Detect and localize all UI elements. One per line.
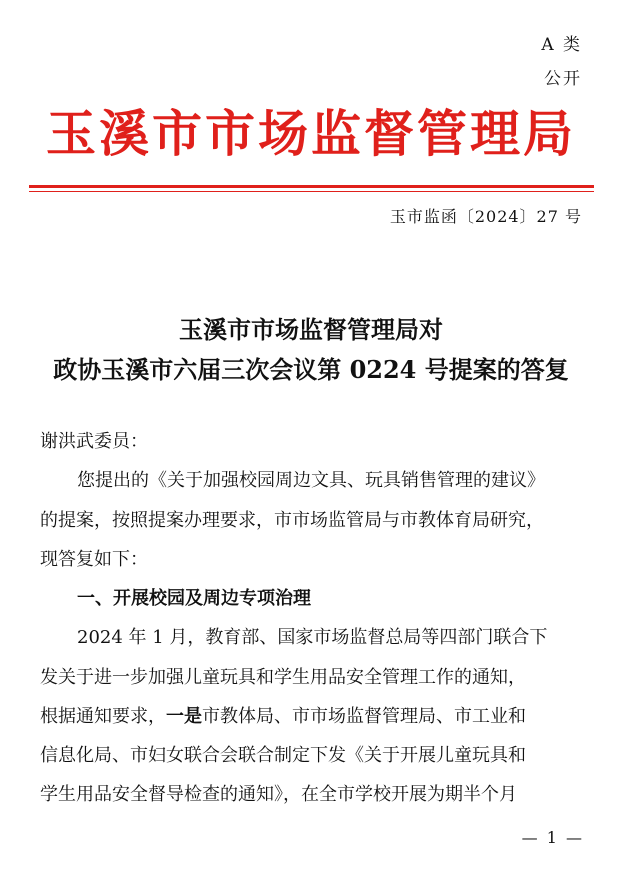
disclosure-label: 公开 [544,69,582,89]
document-title-line-1: 玉溪市市场监督管理局对 [179,315,443,344]
masthead-rule-thick [29,185,594,188]
paragraph-2-line-3 [40,699,585,735]
document-title-line-2: 政协玉溪市六届三次会议第 0224 号提案的答复 [53,355,569,384]
paragraph-2-line-5: 学生用品安全督导检查的通知》，在全市学校开展为期半个月 [40,784,517,805]
section-1-heading: 一、开展校园及周边专项治理 [77,588,311,609]
paragraph-2-line-4: 信息化局、市妇女联合会联合制定下发《关于开展儿童玩具和 [40,745,526,766]
paragraph-2-line-3-part-a: 根据通知要求， [40,706,166,727]
document-number: 玉市监函〔2024〕27 号 [389,207,582,226]
paragraph-2-line-1: 2024 年 1 月，教育部、国家市场监督总局等四部门联合下 [77,627,548,648]
paragraph-1-line-1: 您提出的《关于加强校园周边文具、玩具销售管理的建议》 [77,470,545,491]
classification-label: A 类 [541,35,582,55]
paragraph-1-line-3: 现答复如下： [40,549,148,570]
organization-masthead: 玉溪市市场监督管理局 [46,104,576,163]
paragraph-2-line-3-part-b: 市教体局、市市场监督管理局、市工业和 [202,706,526,727]
salutation: 谢洪武委员： [40,431,148,452]
masthead-rule-thin [29,191,594,192]
page-number: — 1 — [521,828,584,847]
emphasis-first-point: 一是 [166,706,202,727]
paragraph-2-line-2: 发关于进一步加强儿童玩具和学生用品安全管理工作的通知， [40,667,526,688]
paragraph-1-line-2: 的提案，按照提案办理要求，市市场监管局与市教体育局研究， [40,510,544,531]
